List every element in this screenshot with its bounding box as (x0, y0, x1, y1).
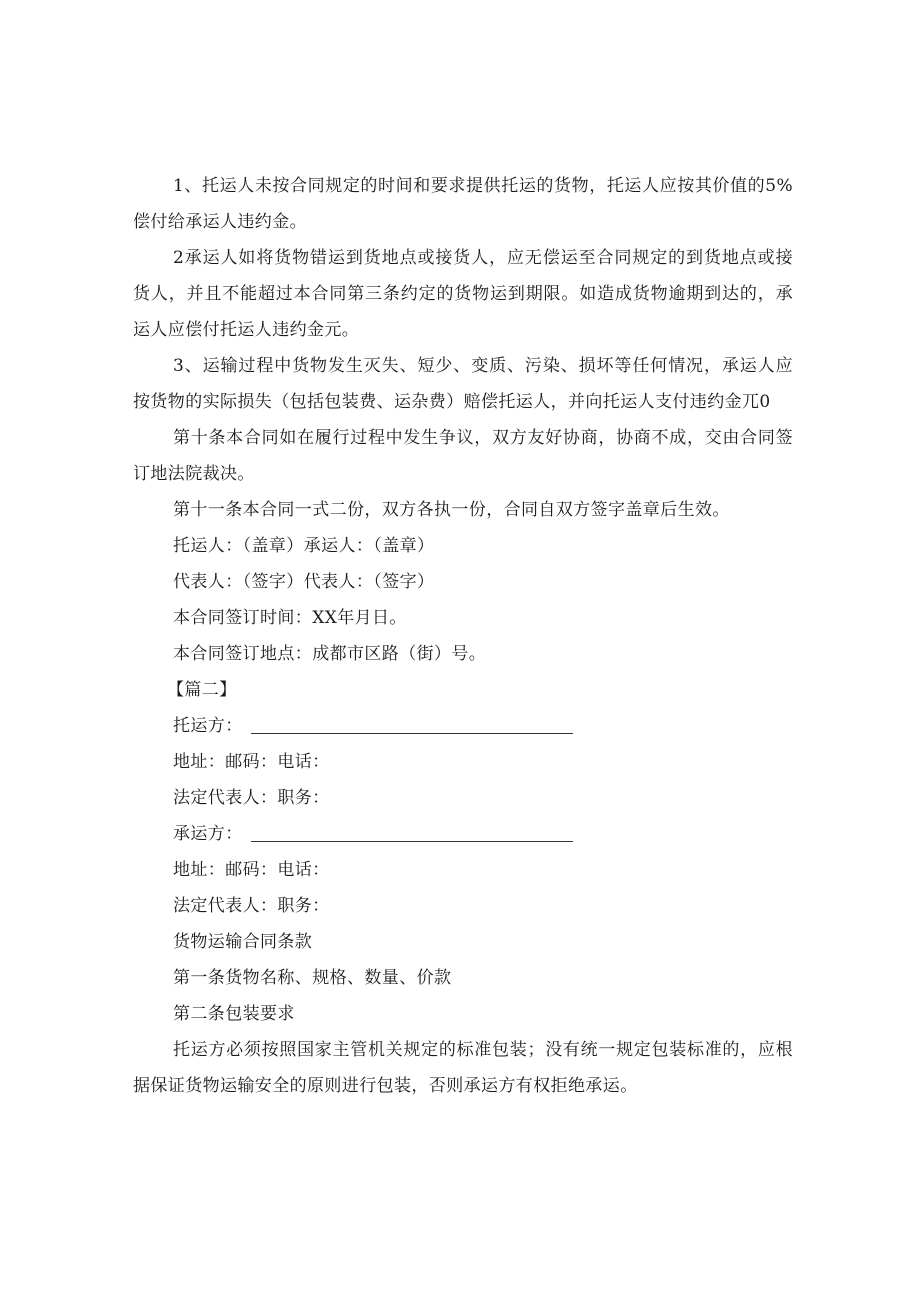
article-2-title: 第二条包装要求 (173, 1004, 295, 1024)
carrier-label: 承运方： (173, 824, 243, 844)
carrier-line (133, 816, 793, 852)
carrier-representative: 法定代表人：职务： (173, 896, 330, 916)
shipper-blank (251, 711, 573, 734)
article-11-copies: 第十一条本合同一式二份，双方各执一份，合同自双方签字盖章后生效。 (173, 500, 730, 520)
section-heading: 【篇二】 (167, 680, 237, 700)
signing-date: 本合同签订时间：XX年月日。 (173, 608, 407, 628)
article-1-title: 第一条货物名称、规格、数量、价款 (173, 968, 452, 988)
terms-title: 货物运输合同条款 (173, 932, 313, 952)
carrier-blank (251, 819, 573, 842)
clause-shipper-breach: 1、托运人未按合同规定的时间和要求提供托运的货物，托运人应按其价值的5%偿付给承运人违约金。 (133, 176, 793, 232)
document-body (133, 168, 793, 1104)
signing-place: 本合同签订地点：成都市区路（街）号。 (173, 644, 487, 664)
carrier-contact: 地址：邮码：电话： (173, 860, 330, 880)
shipper-label: 托运方： (173, 716, 243, 736)
clause-cargo-loss: 3、运输过程中货物发生灭失、短少、变质、污染、损坏等任何情况，承运人应按货物的实际损失（包括包装费、运杂费）赔偿托运人，并向托运人支付违约金兀0 (133, 356, 793, 412)
clause-carrier-misdelivery: 2承运人如将货物错运到货地点或接货人，应无偿运至合同规定的到货地点或接货人，并且不能超过本合同第三条约定的货物运到期限。如造成货物逾期到达的，承运人应偿付托运人违约金元。 (133, 248, 793, 340)
shipper-line (133, 708, 793, 744)
shipper-contact: 地址：邮码：电话： (173, 752, 330, 772)
article-2-body: 托运方必须按照国家主管机关规定的标准包装；没有统一规定包装标准的，应根据保证货物运输安全的原则进行包装，否则承运方有权拒绝承运。 (133, 1040, 793, 1096)
signature-representative-line: 代表人：（签字）代表人：（签字） (173, 572, 435, 592)
shipper-representative: 法定代表人：职务： (173, 788, 330, 808)
signature-seal-line: 托运人：（盖章）承运人：（盖章） (173, 536, 435, 556)
article-10-dispute: 第十条本合同如在履行过程中发生争议，双方友好协商，协商不成，交由合同签订地法院裁决。 (133, 428, 793, 484)
